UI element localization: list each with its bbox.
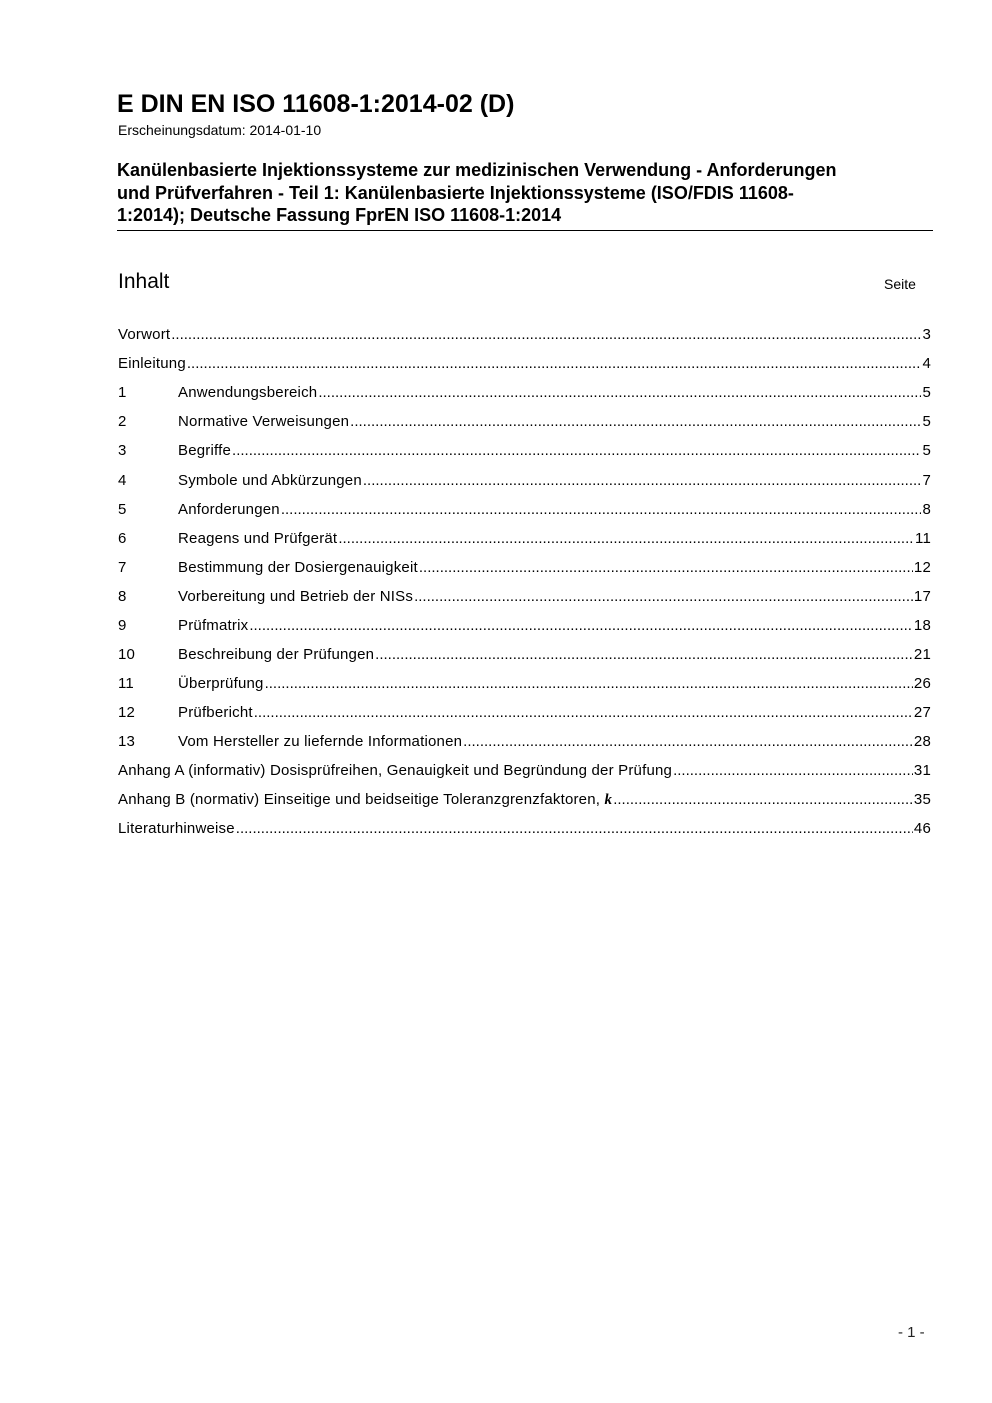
toc-entry-title: Überprüfung (178, 675, 264, 692)
toc-leader-dots (254, 702, 913, 724)
toc-entry-literatur[interactable] (118, 818, 931, 840)
toc-entry-13[interactable] (118, 731, 931, 753)
toc-entry-1[interactable] (118, 382, 931, 404)
toc-entry-page: 21 (913, 646, 931, 663)
toc-entry-page: 18 (913, 617, 931, 634)
toc-entry-vorwort[interactable] (118, 324, 931, 346)
toc-entry-page: 28 (913, 733, 931, 750)
toc-entry-6[interactable] (118, 528, 931, 550)
toc-entry-number: 2 (118, 413, 127, 430)
toc-leader-dots (187, 353, 922, 375)
toc-entry-page: 17 (913, 588, 931, 605)
toc-entry-title: Prüfmatrix (178, 617, 249, 634)
toc-entry-11[interactable] (118, 673, 931, 695)
toc-leader-dots (363, 470, 922, 492)
toc-entry-number: 7 (118, 559, 127, 576)
toc-entry-number: 5 (118, 501, 127, 518)
toc-heading: Inhalt (118, 270, 170, 293)
publication-date: Erscheinungsdatum: 2014-01-10 (118, 122, 322, 138)
toc-entry-title: Vorbereitung und Betrieb der NISs (178, 588, 414, 605)
toc-entry-page: 11 (915, 530, 931, 547)
toc-leader-dots (613, 789, 913, 811)
document-title (117, 159, 933, 231)
toc-entry-7[interactable] (118, 557, 931, 579)
toc-entry-title: Beschreibung der Prüfungen (178, 646, 375, 663)
toc-entry-8[interactable] (118, 586, 931, 608)
toc-entry-page: 27 (913, 704, 931, 721)
toc-entry-page: 5 (922, 413, 931, 430)
toc-entry-page: 3 (922, 326, 931, 343)
toc-entry-page: 5 (922, 442, 931, 459)
toc-entry-title: Reagens und Prüfgerät (178, 530, 338, 547)
toc-entry-3[interactable] (118, 440, 931, 462)
toc-entry-annex-a[interactable] (118, 760, 931, 782)
toc-entry-title: Literaturhinweise (118, 820, 235, 837)
page-number: - 1 - (898, 1324, 925, 1341)
toc-entry-number: 6 (118, 530, 127, 547)
toc-entry-title: Anhang A (informativ) Dosisprüfreihen, Genauigkeit und Begründung der Prüfung (118, 762, 673, 779)
toc-entry-number: 13 (118, 733, 136, 750)
toc-leader-dots (249, 615, 913, 637)
toc-entry-page: 5 (922, 384, 931, 401)
toc-entry-page: 12 (913, 559, 931, 576)
toc-entry-number: 1 (118, 384, 127, 401)
toc-leader-dots (265, 673, 913, 695)
toc-entry-page: 31 (913, 762, 931, 779)
toc-entry-title: Anwendungsbereich (178, 384, 318, 401)
toc-entry-2[interactable] (118, 411, 931, 433)
toc-entry-page: 7 (922, 472, 931, 489)
toc-entry-number: 3 (118, 442, 127, 459)
toc-leader-dots (232, 440, 921, 462)
toc-entry-12[interactable] (118, 702, 931, 724)
toc-leader-dots (350, 411, 921, 433)
toc-leader-dots (338, 528, 914, 550)
toc-entry-number: 12 (118, 704, 136, 721)
toc-entry-9[interactable] (118, 615, 931, 637)
title-line-2: und Prüfverfahren - Teil 1: Kanülenbasierte Injektionssysteme (ISO/FDIS 11608- (117, 182, 794, 203)
toc-leader-dots (171, 324, 921, 346)
toc-entry-number: 9 (118, 617, 127, 634)
toc-entry-symbol: k (604, 792, 613, 808)
toc-entry-number: 11 (118, 675, 134, 692)
toc-entry-page: 35 (913, 791, 931, 808)
toc-entry-title: Symbole und Abkürzungen (178, 472, 362, 489)
toc-leader-dots (414, 586, 913, 608)
toc-entry-title: Prüfbericht (178, 704, 253, 721)
toc-page-column-label: Seite (884, 276, 916, 292)
toc-entry-title: Anhang B (normativ) Einseitige und beidseitige Toleranzgrenzfaktoren, (118, 791, 601, 808)
toc-entry-page: 26 (913, 675, 931, 692)
toc-entry-title: Vorwort (118, 326, 171, 343)
toc-entry-title: Begriffe (178, 442, 232, 459)
document-id: E DIN EN ISO 11608-1:2014-02 (D) (117, 90, 515, 118)
toc-leader-dots (673, 760, 913, 782)
toc-entry-page: 4 (922, 355, 931, 372)
toc-entry-10[interactable] (118, 644, 931, 666)
toc-entry-title: Einleitung (118, 355, 186, 372)
toc-entry-page: 46 (913, 820, 931, 837)
toc-entry-title: Bestimmung der Dosiergenauigkeit (178, 559, 418, 576)
title-line-3: 1:2014); Deutsche Fassung FprEN ISO 11608-1:2014 (117, 205, 562, 225)
toc-leader-dots (281, 499, 922, 521)
toc-entry-number: 4 (118, 472, 127, 489)
toc-leader-dots (375, 644, 913, 666)
toc-entry-number: 8 (118, 588, 127, 605)
toc-entry-5[interactable] (118, 499, 931, 521)
toc-entry-title: Normative Verweisungen (178, 413, 350, 430)
toc-entry-einleitung[interactable] (118, 353, 931, 375)
toc-leader-dots (236, 818, 913, 840)
toc-leader-dots (419, 557, 913, 579)
toc-entry-title-wrapper (118, 789, 612, 811)
toc-entry-annex-b[interactable] (118, 789, 931, 811)
title-line-1: Kanülenbasierte Injektionssysteme zur medizinischen Verwendung - Anforderungen (117, 160, 837, 180)
toc-leader-dots (318, 382, 921, 404)
toc-entry-title: Vom Hersteller zu liefernde Informationen (178, 733, 463, 750)
toc-entry-page: 8 (922, 501, 931, 518)
toc-entry-title: Anforderungen (178, 501, 280, 518)
toc-entry-number: 10 (118, 646, 136, 663)
toc-leader-dots (463, 731, 913, 753)
toc-entry-4[interactable] (118, 470, 931, 492)
